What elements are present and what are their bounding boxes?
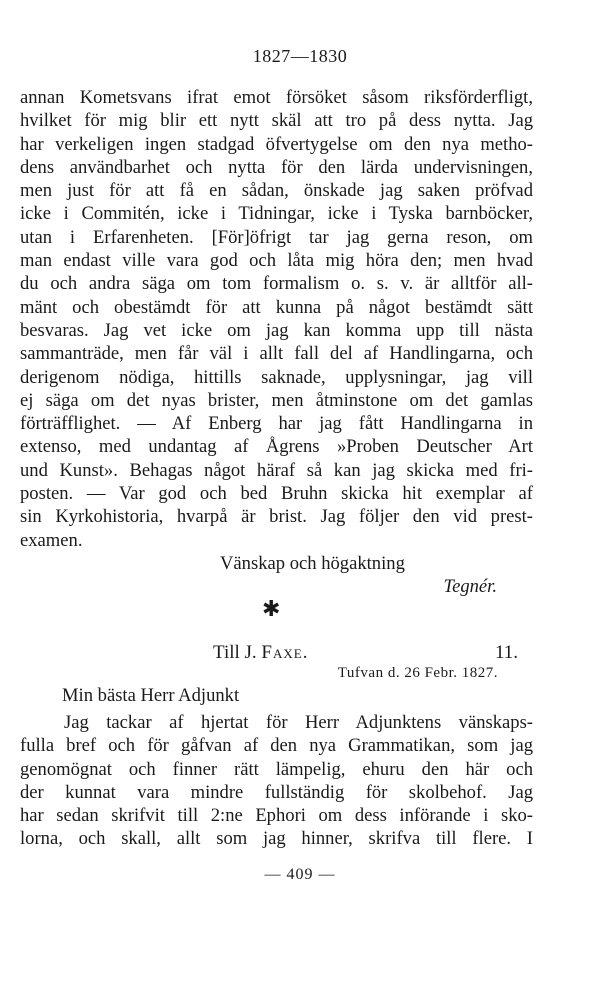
recipient-name: Faxe. [261, 642, 309, 663]
text-line: icke i Commitén, icke i Tidningar, icke i Tyska barnböcker, [20, 203, 533, 225]
text-line: besvaras. Jag vet icke om jag kan komma upp till nästa [20, 319, 533, 341]
text-line: men just för att få en sådan, önskade jag saken pröfvad [20, 180, 533, 202]
page-number: — 409 — [264, 866, 336, 883]
signature: Tegnér. [443, 576, 497, 597]
text-line: fulla bref och för gåfvan af den nya Grammatikan, som jag [20, 735, 533, 757]
text-line: annan Kometsvans ifrat emot försöket såsom riksförderfligt, [20, 87, 533, 108]
text-line: du och andra säga om tom formalism o. s. v. är alltför all- [20, 273, 533, 295]
letter-body-paragraph [20, 86, 533, 552]
letter-heading [213, 642, 308, 664]
asterisk-separator-icon: ✱ [262, 596, 281, 621]
text-line: extenso, med undantag af Ågrens »Proben Deutscher Art [20, 436, 533, 458]
text-line: utan i Erfarenheten. [För]öfrigt tar jag gerna reson, om [20, 226, 533, 248]
letter-body-paragraph [20, 711, 533, 851]
text-line: hvilket för mig blir ett nytt skäl att tro på dess nytta. Jag [20, 110, 533, 132]
letter-number: 11. [495, 642, 519, 663]
text-line: man endast ville vara god och låta mig höra den; men hvad [20, 250, 533, 272]
text-line: har verkeligen ingen stadgad öfvertygelse om den nya metho- [20, 133, 533, 155]
text-line: Jag tackar af hjertat för Herr Adjunktens vänskaps- [64, 712, 533, 733]
running-head: 1827—1830 [252, 46, 348, 66]
text-line: sammanträde, men får väl i allt fall del af Handlingarna, och [20, 343, 533, 365]
text-line: posten. — Var god och bed Bruhn skicka hit exemplar af [20, 483, 533, 505]
letter-heading-prefix: Till J. [213, 642, 262, 663]
text-line: dens användbarhet och nytta för den lärda undervisningen, [20, 156, 533, 178]
text-line: har sedan skrifvit till 2:ne Ephori om dess införande i sko- [20, 805, 533, 827]
dateline: Tufvan d. 26 Febr. 1827. [337, 665, 498, 681]
text-line: förträfflighet. — Af Enberg har jag fått Handlingarna in [20, 413, 533, 435]
salutation: Min bästa Herr Adjunkt [62, 685, 240, 706]
text-line: der kunnat vara mindre fullständig för skolbehof. Jag [20, 781, 533, 803]
text-line: derigenom nödiga, hittills saknade, upplysningar, jag vill [20, 366, 533, 388]
text-line: examen. [20, 529, 83, 551]
closing-phrase: Vänskap och högaktning [220, 553, 405, 574]
text-line: lorna, och skall, allt som jag hinner, skrifva till flere. I [20, 828, 533, 850]
text-line: und Kunst». Behagas något häraf så kan jag skicka med fri- [20, 459, 533, 481]
text-line: mänt och obestämdt för att kunna på något bestämdt sätt [20, 296, 533, 318]
text-line: ej säga om det nyas brister, men åtminstone om det gamlas [20, 389, 533, 411]
text-line: sin Kyrkohistoria, hvarpå är brist. Jag följer den vid prest- [20, 506, 533, 528]
text-line: genomögnat och finner rätt lämpelig, ehuru den här och [20, 758, 533, 780]
